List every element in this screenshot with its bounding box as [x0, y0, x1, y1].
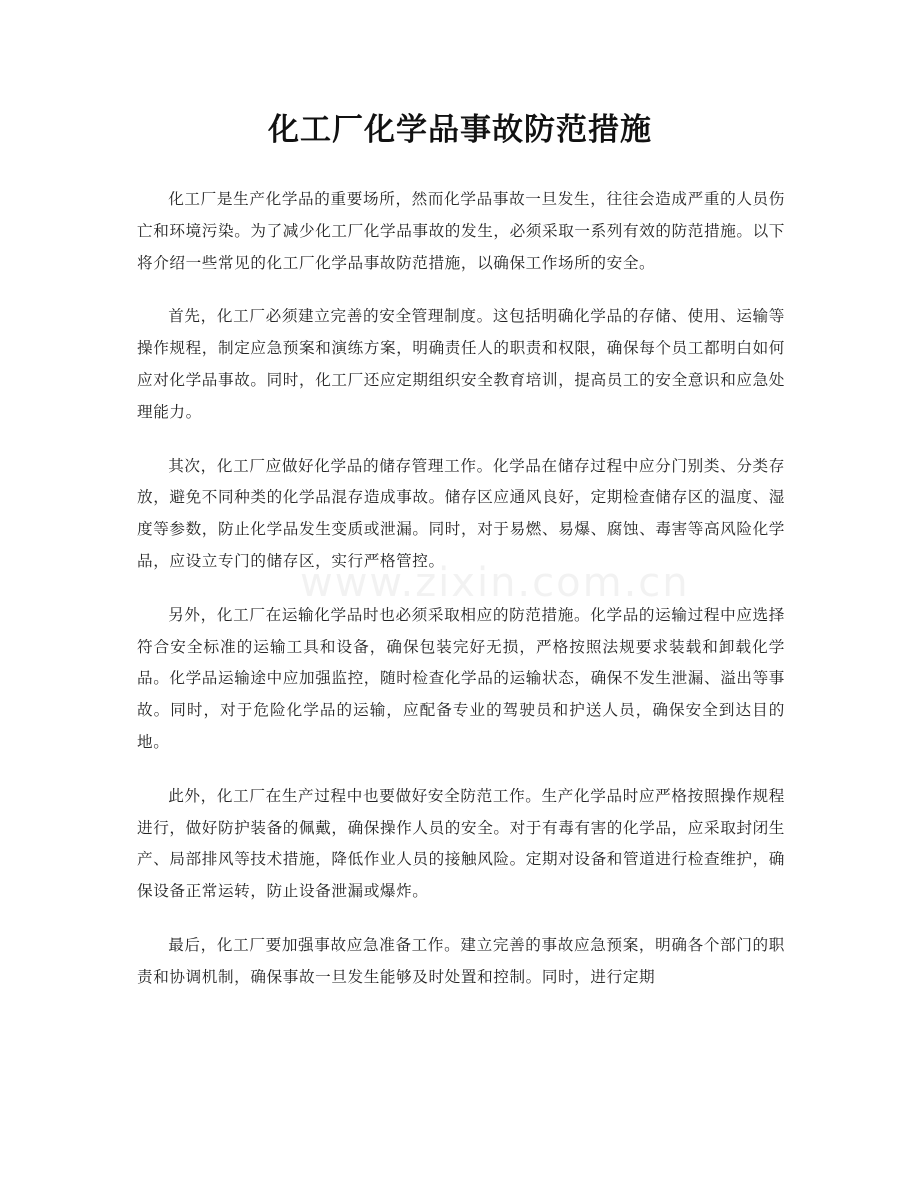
paragraph-storage: 其次，化工厂应做好化学品的储存管理工作。化学品在储存过程中应分门别类、分类存放，避免不同种类的化学品混存造成事故。储存区应通风良好，定期检查储存区的温度、湿度等参数，防止化学品发生变质或泄漏。同时，对于易燃、易爆、腐蚀、毒害等高风险化学品，应设立专门的储存区，实行严格管控。: [137, 456, 785, 570]
paragraph-intro: 化工厂是生产化学品的重要场所，然而化学品事故一旦发生，往往会造成严重的人员伤亡和环境污染。为了减少化工厂化学品事故的发生，必须采取一系列有效的防范措施。以下将介绍一些常见的化工厂化学品事故防范措施，以确保工作场所的安全。: [137, 190, 785, 272]
watermark: www.zixin.com.cn: [300, 560, 690, 606]
paragraph-transport: 另外，化工厂在运输化学品时也必须采取相应的防范措施。化学品的运输过程中应选择符合安全标准的运输工具和设备，确保包装完好无损，严格按照法规要求装载和卸载化学品。化学品运输途中应加强监控，随时检查化学品的运输状态，确保不发生泄漏、溢出等事故。同时，对于危险化学品的运输，应配备专业的驾驶员和护送人员，确保安全到达目的地。: [137, 605, 785, 751]
paragraph-production: 此外，化工厂在生产过程中也要做好安全防范工作。生产化学品时应严格按照操作规程进行，做好防护装备的佩戴，确保操作人员的安全。对于有毒有害的化学品，应采取封闭生产、局部排风等技术措施，降低作业人员的接触风险。定期对设备和管道进行检查维护，确保设备正常运转，防止设备泄漏或爆炸。: [137, 786, 785, 901]
paragraph-safety-management: 首先，化工厂必须建立完善的安全管理制度。这包括明确化学品的存储、使用、运输等操作规程，制定应急预案和演练方案，明确责任人的职责和权限，确保每个员工都明白如何应对化学品事故。同时，化工厂还应定期组织安全教育培训，提高员工的安全意识和应急处理能力。: [137, 307, 785, 421]
paragraph-emergency: 最后，化工厂要加强事故应急准备工作。建立完善的事故应急预案，明确各个部门的职责和协调机制，确保事故一旦发生能够及时处置和控制。同时，进行定期: [137, 935, 785, 986]
page-title: 化工厂化学品事故防范措施: [268, 112, 652, 148]
document-body: [137, 184, 785, 1016]
